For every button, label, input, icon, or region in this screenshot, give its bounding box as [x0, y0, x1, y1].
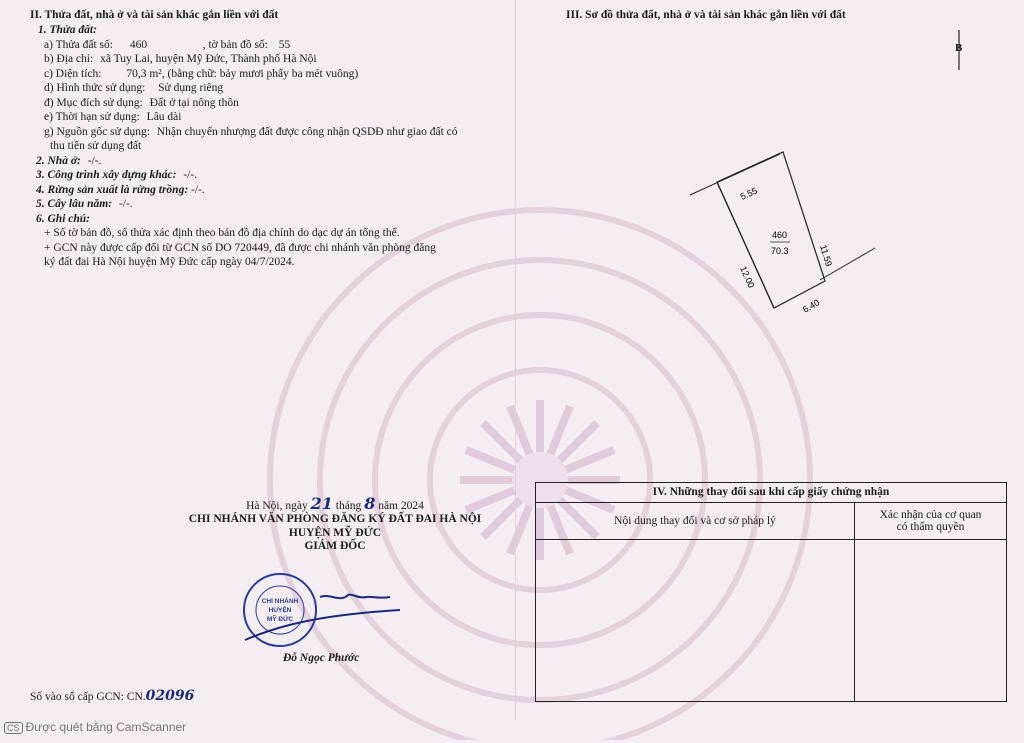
changes-content-cell	[536, 539, 855, 701]
stamp-mid-text: HUYỆN	[268, 607, 292, 614]
term-row	[30, 110, 500, 125]
parcel-number-label: 460	[772, 230, 788, 240]
land-heading: 1. Thửa đất:	[38, 24, 97, 36]
left-edge-label: 12.00	[738, 264, 757, 290]
changes-authority-cell	[855, 539, 1007, 701]
map-sheet-value: 55	[278, 38, 291, 51]
stamp-top-text: CHI NHÁNH	[261, 598, 299, 605]
note-1: + Số tờ bản đồ, số thửa xác định theo bản đồ địa chính do dạc dự án tổng thể.	[44, 227, 400, 239]
register-value: 02096	[145, 688, 195, 704]
house-value: -/-.	[87, 154, 102, 167]
note-2-continued: ký đất đai Hà Nội huyện Mỹ Đức cấp ngày 04/7/2024.	[44, 256, 295, 268]
notes-heading: 6. Ghi chú:	[36, 212, 90, 225]
changes-authority-header	[855, 502, 1007, 539]
parcel-diagram	[680, 140, 880, 330]
purpose-label: đ) Mục đích sử dụng:	[44, 96, 143, 109]
date-day: 21	[310, 494, 333, 513]
north-arrow	[952, 30, 966, 70]
authority-header-line1: Xác nhận của cơ quan	[879, 508, 982, 521]
purpose-value: Đất ở tại nông thôn	[149, 96, 239, 109]
use-form-label: d) Hình thức sử dụng:	[44, 82, 146, 94]
purpose-row	[30, 96, 500, 111]
fold-line	[515, 0, 516, 720]
changes-table-title: IV. Những thay đổi sau khi cấp giấy chứng nhận	[536, 483, 1007, 503]
term-label: e) Thời hạn sử dụng:	[44, 111, 140, 123]
signer-name: Đỗ Ngọc Phước	[283, 652, 360, 664]
land-info-section	[30, 8, 500, 270]
changes-content-header: Nội dung thay đổi và cơ sở pháp lý	[536, 502, 855, 539]
origin-row	[30, 125, 500, 140]
note-2: + GCN này được cấp đổi từ GCN số DO 720449, đã được chi nhánh văn phòng đăng	[44, 241, 436, 254]
forest-row	[30, 183, 500, 198]
section-ii-heading: II. Thửa đất, nhà ở và tài sản khác gắn liền với đất	[30, 9, 279, 21]
scanner-watermark	[4, 720, 186, 734]
date-month: 8	[364, 494, 376, 513]
use-form-row	[30, 81, 500, 96]
term-value: Lâu dài	[146, 111, 182, 123]
origin-value-continued: thu tiền sử dụng đất	[50, 140, 142, 152]
north-label: B	[955, 42, 963, 54]
date-year: năm 2024	[378, 500, 424, 512]
origin-label: g) Nguồn gốc sử dụng:	[44, 125, 150, 138]
parcel-left-edge	[717, 182, 774, 308]
area-label: c) Diện tích:	[44, 67, 102, 80]
issuing-district: HUYỆN MỸ ĐỨC	[288, 526, 382, 539]
map-sheet-label: , tờ bản đồ số:	[202, 38, 268, 51]
camscanner-icon: CS	[4, 722, 23, 734]
trees-row	[30, 197, 500, 212]
diagram-section	[566, 8, 1006, 23]
date-month-prefix: tháng	[335, 500, 362, 512]
construction-value: -/-.	[183, 169, 198, 181]
parcel-number-row	[30, 38, 500, 53]
forest-value: -/-.	[191, 183, 205, 196]
trees-label: 5. Cây lâu năm:	[36, 198, 113, 210]
register-number	[30, 688, 194, 704]
section-iii-heading: III. Sơ đồ thửa đất, nhà ở và tài sản khác gắn liền với đất	[566, 9, 846, 21]
date-prefix: Hà Nội, ngày	[246, 500, 308, 512]
changes-table	[535, 482, 1007, 702]
address-row	[30, 52, 500, 67]
bottom-edge-label: 6.40	[801, 297, 822, 315]
address-value: xã Tuy Lai, huyện Mỹ Đức, Thành phố Hà Nội	[100, 53, 317, 65]
house-label: 2. Nhà ở:	[36, 154, 81, 167]
area-value: 70,3 m², (bằng chữ: bảy mươi phẩy ba mét vuông)	[126, 67, 359, 80]
origin-value: Nhận chuyển nhượng đất được công nhận QSDĐ như giao đất có	[156, 125, 458, 138]
issue-date	[165, 494, 505, 513]
parcel-area-label: 70.3	[771, 246, 789, 256]
parcel-value: 460	[129, 38, 148, 51]
signer-role: GIÁM ĐỐC	[304, 540, 366, 552]
use-form-value: Sử dụng riêng	[158, 82, 224, 94]
construction-label: 3. Công trình xây dựng khác:	[36, 169, 177, 181]
address-label: b) Địa chỉ:	[44, 53, 94, 65]
house-row	[30, 154, 500, 169]
signature-block	[165, 494, 505, 554]
trees-value: -/-.	[118, 198, 133, 210]
forest-label: 4. Rừng sản xuất là rừng trồng:	[36, 183, 189, 196]
watermark-text: Được quét bằng CamScanner	[25, 720, 187, 734]
area-row	[30, 67, 500, 82]
parcel-label: a) Thửa đất số:	[44, 38, 113, 51]
right-edge-label: 11.59	[818, 243, 835, 268]
stamp-bottom-text: MỸ ĐỨC	[266, 616, 294, 623]
construction-row	[30, 168, 500, 183]
authority-header-line2: có thẩm quyền	[896, 520, 965, 533]
register-label: Số vào sổ cấp GCN: CN.	[30, 691, 146, 703]
issuing-office: CHI NHÁNH VĂN PHÒNG ĐĂNG KÝ ĐẤT ĐAI HÀ NỘI	[188, 513, 482, 525]
handwritten-signature	[240, 585, 440, 645]
top-edge-label: 5.55	[738, 185, 759, 202]
